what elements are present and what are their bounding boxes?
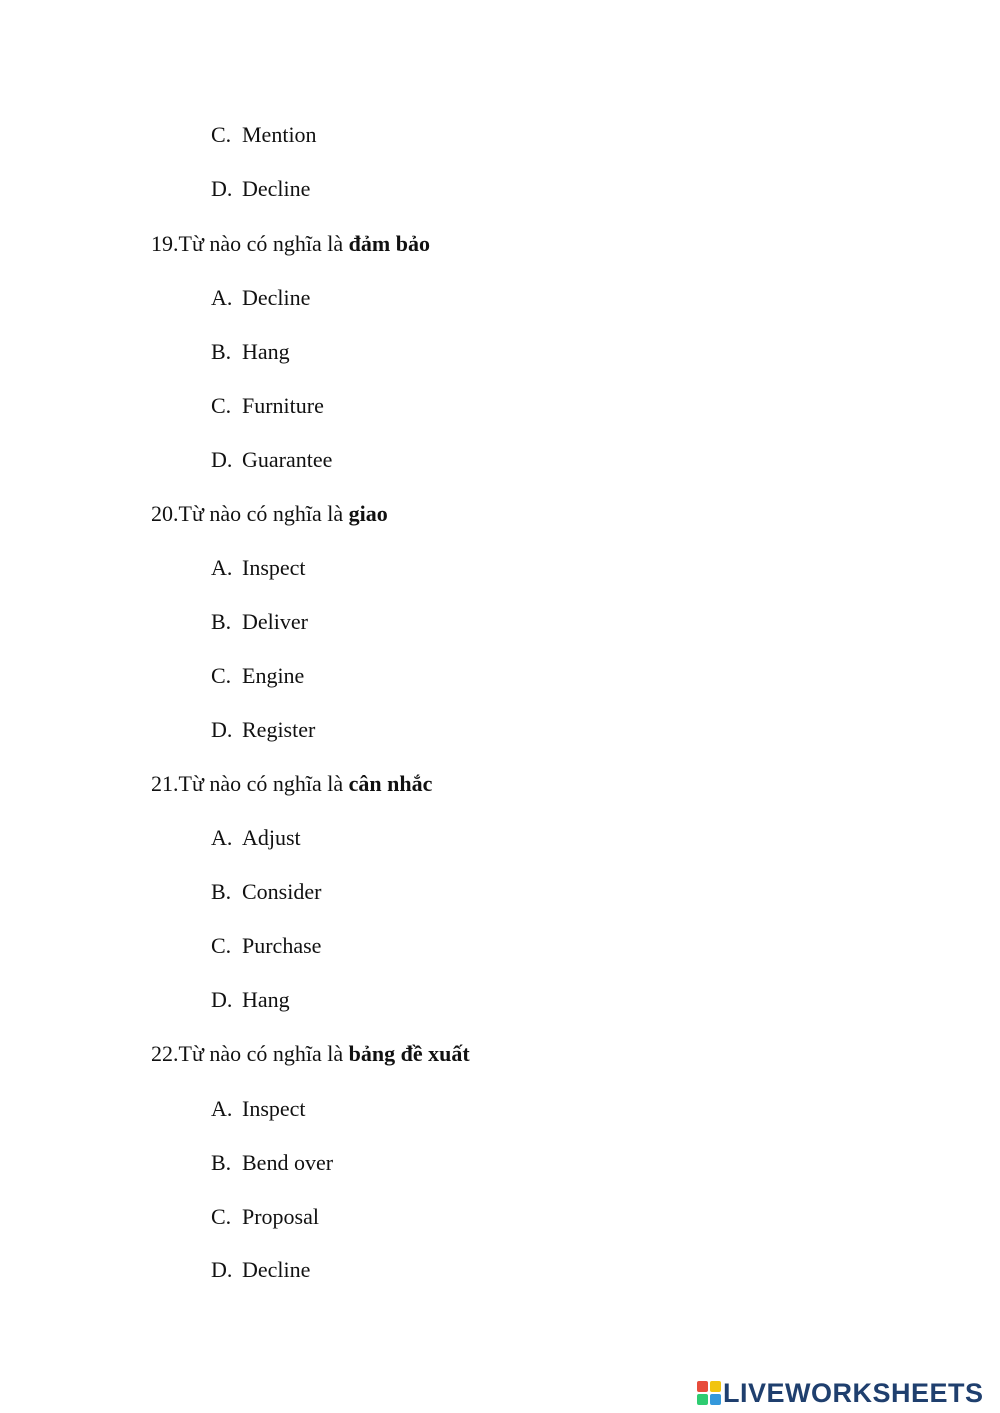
question-number: 19. [151,231,179,256]
question-keyword: cân nhắc [348,771,433,796]
option-22-b[interactable] [211,1149,333,1177]
option-19-c[interactable] [211,392,324,420]
option-letter: C. [211,122,232,147]
option-letter: B. [211,879,232,904]
option-text: Register [242,717,316,742]
option-text: Mention [242,122,317,147]
question-keyword: đảm bảo [348,231,430,256]
brand-name: LIVEWORKSHEETS [723,1377,984,1408]
option-letter: B. [211,609,232,634]
option-text: Inspect [242,555,306,580]
option-letter: B. [211,1150,232,1175]
liveworksheets-logo [697,1378,984,1408]
option-19-d[interactable] [211,446,332,474]
option-letter: C. [211,1204,232,1229]
option-letter: A. [211,555,233,580]
question-number: 20. [151,501,179,526]
option-letter: D. [211,447,233,472]
question-22 [151,1040,470,1068]
option-19-a[interactable] [211,284,310,312]
option-text: Bend over [242,1150,334,1175]
question-21 [151,770,432,798]
option-text: Decline [242,285,311,310]
question-prompt: Từ nào có nghĩa là [178,771,349,796]
option-20-c[interactable] [211,662,304,690]
question-prompt: Từ nào có nghĩa là [178,501,349,526]
option-text: Furniture [242,393,324,418]
question-prompt: Từ nào có nghĩa là [178,1041,349,1066]
option-18-d[interactable] [211,175,310,203]
option-21-c[interactable] [211,932,321,960]
option-text: Decline [242,1257,311,1282]
option-text: Decline [242,176,311,201]
option-text: Hang [242,987,290,1012]
option-text: Consider [242,879,322,904]
option-21-b[interactable] [211,878,321,906]
option-letter: C. [211,663,232,688]
option-22-a[interactable] [211,1095,306,1123]
option-20-a[interactable] [211,554,306,582]
question-keyword: giao [348,501,388,526]
option-text: Deliver [242,609,308,634]
question-19 [151,230,430,258]
option-text: Hang [242,339,290,364]
option-letter: A. [211,825,233,850]
option-20-d[interactable] [211,716,315,744]
option-22-d[interactable] [211,1256,310,1284]
option-letter: D. [211,717,233,742]
option-20-b[interactable] [211,608,308,636]
option-letter: D. [211,987,233,1012]
option-letter: B. [211,339,232,364]
option-text: Purchase [242,933,322,958]
option-19-b[interactable] [211,338,290,366]
question-keyword: bảng đề xuất [348,1041,470,1066]
option-letter: A. [211,1096,233,1121]
option-text: Inspect [242,1096,306,1121]
option-text: Guarantee [242,447,333,472]
option-letter: C. [211,393,232,418]
option-letter: C. [211,933,232,958]
option-21-a[interactable] [211,824,301,852]
question-prompt: Từ nào có nghĩa là [178,231,349,256]
question-number: 21. [151,771,179,796]
option-text: Engine [242,663,305,688]
question-number: 22. [151,1041,179,1066]
option-letter: D. [211,1257,233,1282]
question-20 [151,500,388,528]
option-letter: D. [211,176,233,201]
option-18-c[interactable] [211,121,317,149]
option-text: Proposal [242,1204,319,1229]
option-letter: A. [211,285,233,310]
option-text: Adjust [242,825,301,850]
option-21-d[interactable] [211,986,290,1014]
brand-logo-icon [697,1381,721,1405]
option-22-c[interactable] [211,1203,319,1231]
